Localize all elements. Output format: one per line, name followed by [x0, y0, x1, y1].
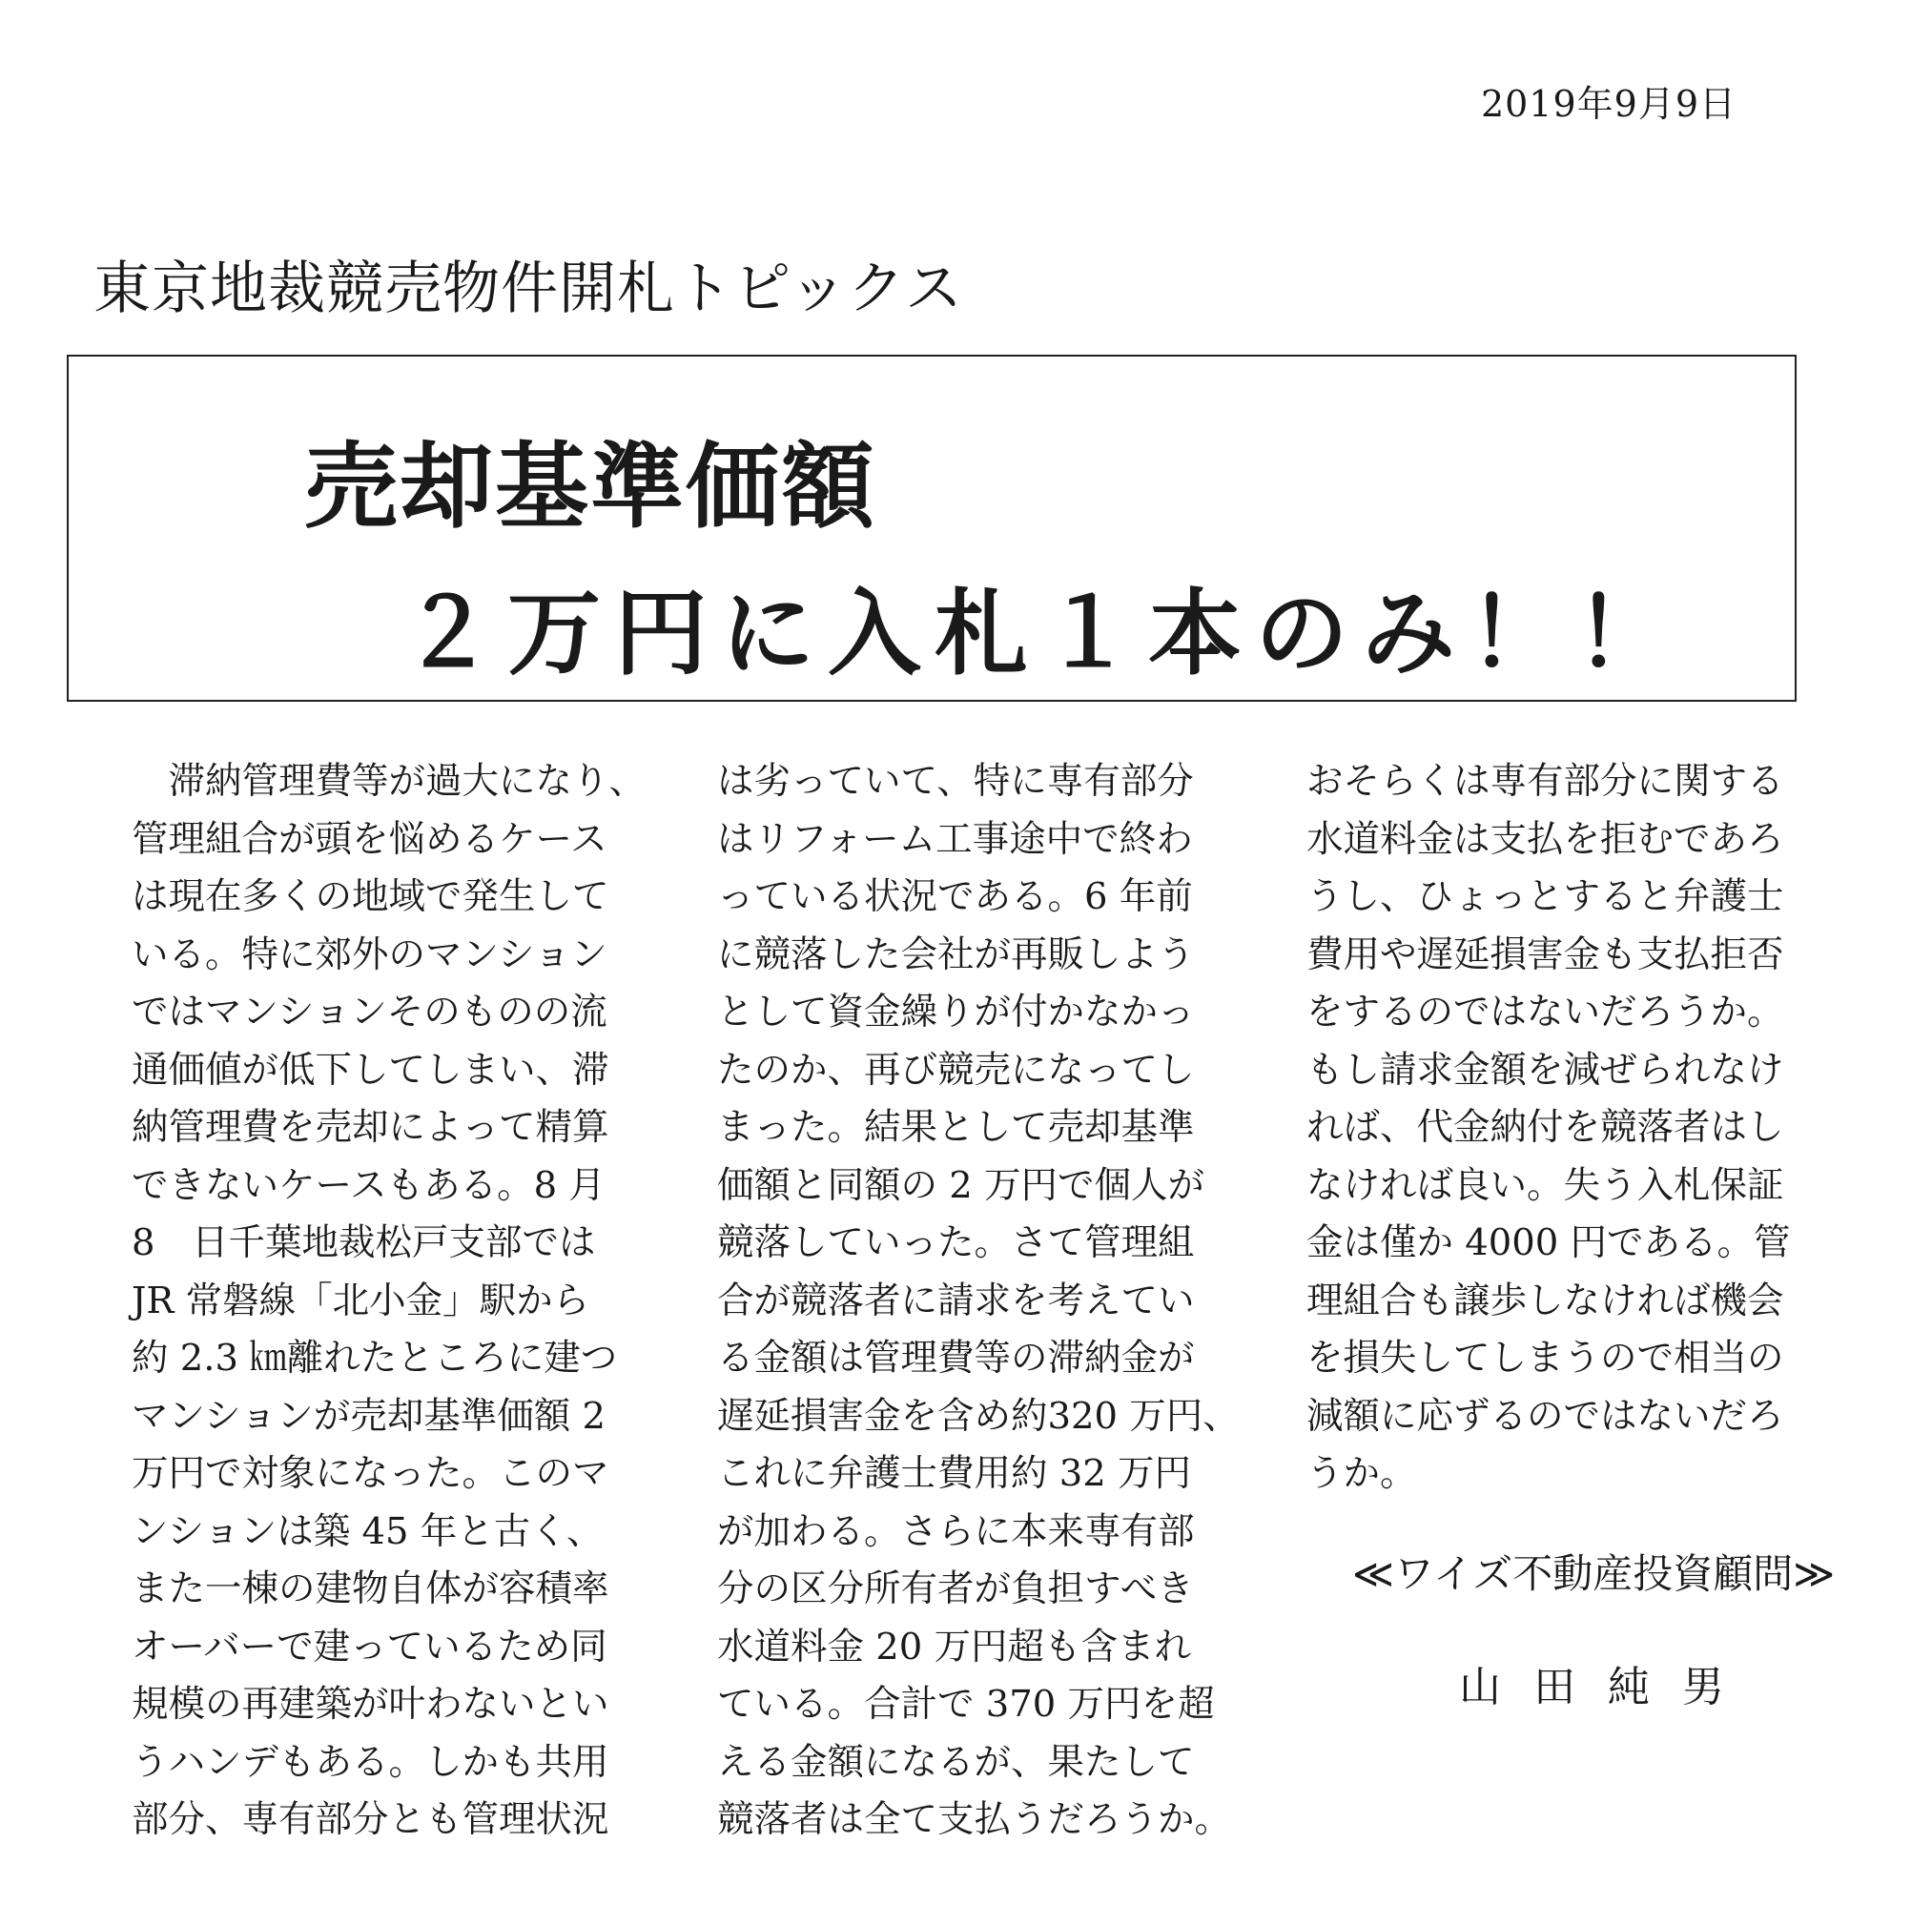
body-text-line: できないケースもある。8 月 [132, 1163, 606, 1207]
body-text-line: は劣っていて、特に専有部分 [717, 760, 1194, 803]
body-text-line: に競落した会社が再販しよう [717, 932, 1195, 976]
body-text-line: は現在多くの地域で発生して [132, 875, 609, 918]
body-text-line: オーバーで建っているため同 [132, 1625, 607, 1669]
headline-sub: ２万円に入札１本のみ！！ [401, 580, 1683, 688]
body-text-line: 管理組合が頭を悩めるケース [132, 817, 607, 861]
body-text-line: 水道料金は支払を拒むであろ [1306, 817, 1784, 861]
body-text-line: 理組合も譲歩しなければ機会 [1306, 1279, 1784, 1322]
body-text-line: が加わる。さらに本来専有部 [717, 1509, 1195, 1553]
body-text-line: 競落していった。さて管理組 [717, 1221, 1195, 1264]
body-text-line: をするのではないだろうか。 [1306, 991, 1784, 1034]
body-text-line: もし請求金額を減ぜられなけ [1306, 1048, 1784, 1092]
body-text-line: を損失してしまうので相当の [1306, 1337, 1784, 1380]
body-text-line: れば、代金納付を競落者はし [1306, 1106, 1784, 1149]
body-text-line: ている。合計で 370 万円を超 [717, 1683, 1215, 1726]
body-text-line: うし、ひょっとすると弁護士 [1306, 875, 1784, 918]
body-text-line: うハンデもある。しかも共用 [132, 1740, 609, 1784]
body-text-line: 規模の再建築が叶わないとい [132, 1683, 609, 1726]
article-date: 2019年9月9日 [1480, 83, 1737, 125]
headline-main: 売却基準価額 [304, 433, 877, 542]
body-text-line: 8 日千葉地裁松戸支部では [132, 1221, 596, 1264]
body-text-line: たのか、再び競売になってし [717, 1048, 1195, 1092]
body-text-line: 分の区分所有者が負担すべき [717, 1567, 1194, 1610]
body-text-line: として資金繰りが付かなかっ [717, 991, 1195, 1034]
body-text-line: いる。特に郊外のマンション [132, 932, 607, 976]
body-text-line: 減額に応ずるのではないだろ [1306, 1394, 1784, 1438]
body-text-line: 金は僅か 4000 円である。管 [1306, 1221, 1791, 1264]
body-text-line: 合が競落者に請求を考えてい [717, 1279, 1195, 1322]
body-text-line: 滞納管理費等が過大になり、 [132, 760, 647, 803]
body-text-line: 価額と同額の 2 万円で個人が [717, 1163, 1204, 1207]
body-text-line: なければ良い。失う入札保証 [1306, 1163, 1784, 1207]
body-text-line: マンションが売却基準価額 2 [132, 1394, 606, 1438]
body-text-line: JR 常磐線「北小金」駅から [132, 1279, 590, 1322]
body-text-line: はリフォーム工事途中で終わ [717, 817, 1193, 861]
body-text-line: える金額になるが、果たして [717, 1740, 1195, 1784]
series-title: 東京地裁競売物件開札トピックス [93, 256, 963, 322]
body-text-line: 約 2.3 ㎞離れたところに建つ [132, 1337, 618, 1380]
body-text-line: まった。結果として売却基準 [717, 1106, 1195, 1149]
body-column-3 [1306, 753, 1790, 1504]
body-text-line: っている状況である。6 年前 [717, 875, 1193, 918]
body-text-line: これに弁護士費用約 32 万円 [717, 1452, 1191, 1495]
body-column-2 [717, 753, 1240, 1850]
headline-box [67, 355, 1797, 702]
body-text-line: おそらくは専有部分に関する [1306, 760, 1784, 803]
body-text-line: 通価値が低下してしまい、滞 [132, 1048, 609, 1092]
body-text-line: ンションは築 45 年と古く、 [132, 1509, 604, 1553]
publisher-name: ≪ワイズ不動産投資顧問≫ [1352, 1550, 1836, 1597]
body-text-line: 万円で対象になった。このマ [132, 1452, 609, 1495]
body-text-line: る金額は管理費等の滞納金が [717, 1337, 1195, 1380]
body-text-line: 費用や遅延損害金も支払拒否 [1306, 932, 1784, 976]
body-text-line: うか。 [1306, 1452, 1417, 1495]
body-text-line: また一棟の建物自体が容積率 [132, 1567, 609, 1610]
body-text-line: 遅延損害金を含め約320 万円、 [717, 1394, 1240, 1438]
body-text-line: 納管理費を売却によって精算 [132, 1106, 609, 1149]
body-text-line: 部分、専有部分とも管理状況 [132, 1798, 609, 1841]
body-column-1 [132, 753, 646, 1850]
author-name: 山田純男 [1459, 1663, 1757, 1711]
body-text-line: ではマンションそのものの流 [132, 991, 607, 1034]
body-text-line: 水道料金 20 万円超も含まれ [717, 1625, 1191, 1669]
body-text-line: 競落者は全て支払うだろうか。 [717, 1798, 1232, 1841]
